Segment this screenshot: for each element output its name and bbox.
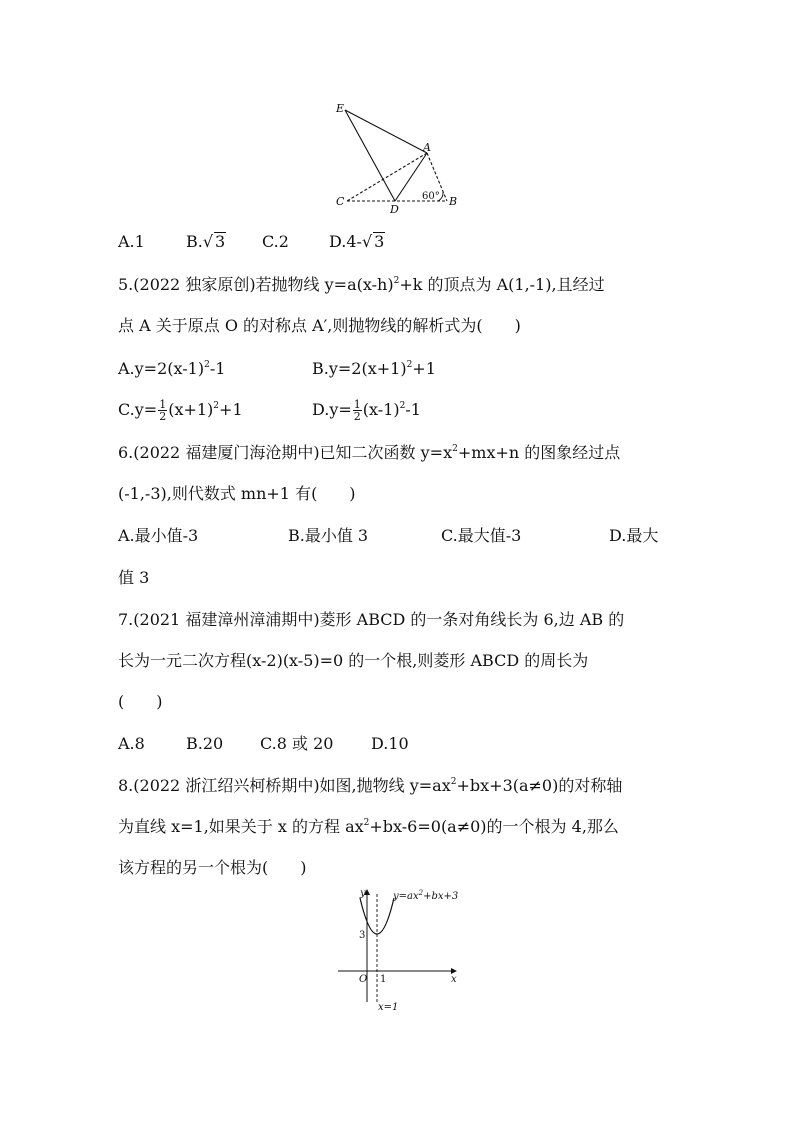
q5-stem-line1 xyxy=(118,275,605,295)
q8-stem-line1: 8.(2022 浙江绍兴柯桥期中)如图,抛物线 $y=ax^2+bx+3(a\ne 0)$的对称轴 xyxy=(118,776,623,795)
label-C: C xyxy=(336,195,345,208)
x-axis-label: x xyxy=(451,974,457,985)
label-E: E xyxy=(336,102,345,115)
origin-label: O xyxy=(359,974,368,985)
q5-stem-line2: 点 A 关于原点 O 的对称点 A′,则抛物线的解析式为( ) xyxy=(118,316,521,335)
q8-stem-line3: 该方程的另一个根为( ) xyxy=(118,858,307,877)
q5-option-c: C.y= $\frac{1}{2}$ $(x+1)^2+1$ xyxy=(118,398,243,423)
q7-option-d: D.10 xyxy=(371,734,409,753)
geometry-figure xyxy=(330,98,470,216)
q7-option-b: B.20 xyxy=(186,734,224,753)
label-D: D xyxy=(390,203,399,216)
q6-option-c: C.最大值-3 xyxy=(441,526,522,545)
parabola-figure xyxy=(330,884,470,1014)
label-B: B xyxy=(449,195,458,208)
q5-stem-text-2: +k 的顶点为 A(1,-1),且经过 xyxy=(399,275,605,294)
q7-option-a: A.8 xyxy=(118,734,145,753)
q7-stem-line2: 长为一元二次方程(x-2)(x-5)=0 的一个根,则菱形 ABCD 的周长为 xyxy=(118,651,589,670)
y-intercept-label: 3 xyxy=(359,930,366,941)
q7-stem-line3: ( ) xyxy=(118,692,163,711)
q4-option-c: C.2 xyxy=(262,232,289,251)
q5-exp: 2 xyxy=(393,276,400,286)
q5-option-d: D.y= $\frac{1}{2}$ $(x-1)^2-1$ xyxy=(312,398,421,423)
q4-option-a: A.1 xyxy=(118,232,145,251)
q7-option-c: C.8 或 20 xyxy=(260,734,334,753)
q4-option-d-prefix: D.4- xyxy=(329,232,362,251)
q6-option-a: A.最小值-3 xyxy=(118,526,199,545)
q6-stem-line1: 6.(2022 福建厦门海沧期中)已知二次函数 $y=x^2+mx+n$ 的图象经过点 xyxy=(118,443,621,462)
q6-stem-line2: (-1,-3),则代数式 mn+1 有( ) xyxy=(118,484,356,503)
y-axis-label: y xyxy=(360,888,366,899)
q7-stem-line1: 7.(2021 福建漳州漳浦期中)菱形 ABCD 的一条对角线长为 6,边 AB 的 xyxy=(118,610,625,629)
q4-option-b: B.√ 3 xyxy=(186,232,226,251)
q6-option-b: B.最小值 3 xyxy=(288,526,369,545)
q6-option-d-continued: 值 3 xyxy=(118,568,150,587)
angle-label: 60° xyxy=(422,191,440,202)
symmetry-label: x=1 xyxy=(378,1002,399,1013)
q5-option-b: $B.y=2(x+1)^2+1$ xyxy=(312,359,436,378)
q5-option-a: $A.y=2(x-1)^2-1$ xyxy=(118,359,226,378)
curve-equation-label: $y=ax^2+bx+3$ xyxy=(393,889,459,902)
label-A: A xyxy=(423,141,431,154)
q4-option-b-root: 3 xyxy=(215,232,226,251)
segment-AC xyxy=(347,153,427,201)
q8-stem-line2: 为直线 x=1,如果关于 x 的方程 $ax^2+bx-6=0(a\ne 0)$的一个根为 4,那么 xyxy=(118,817,619,836)
tick-one-label: 1 xyxy=(380,974,387,985)
q4-option-b-prefix: B. xyxy=(186,232,203,251)
q5-stem-text: 5.(2022 独家原创)若抛物线 y=a(x-h) xyxy=(118,275,394,294)
q4-option-d: D.4-√ 3 xyxy=(329,232,385,251)
q6-option-d: D.最大 xyxy=(609,526,659,545)
fraction: $\frac{1}{2}$ xyxy=(353,398,361,423)
q4-option-d-root: 3 xyxy=(374,232,385,251)
fraction: $\frac{1}{2}$ xyxy=(159,398,167,423)
